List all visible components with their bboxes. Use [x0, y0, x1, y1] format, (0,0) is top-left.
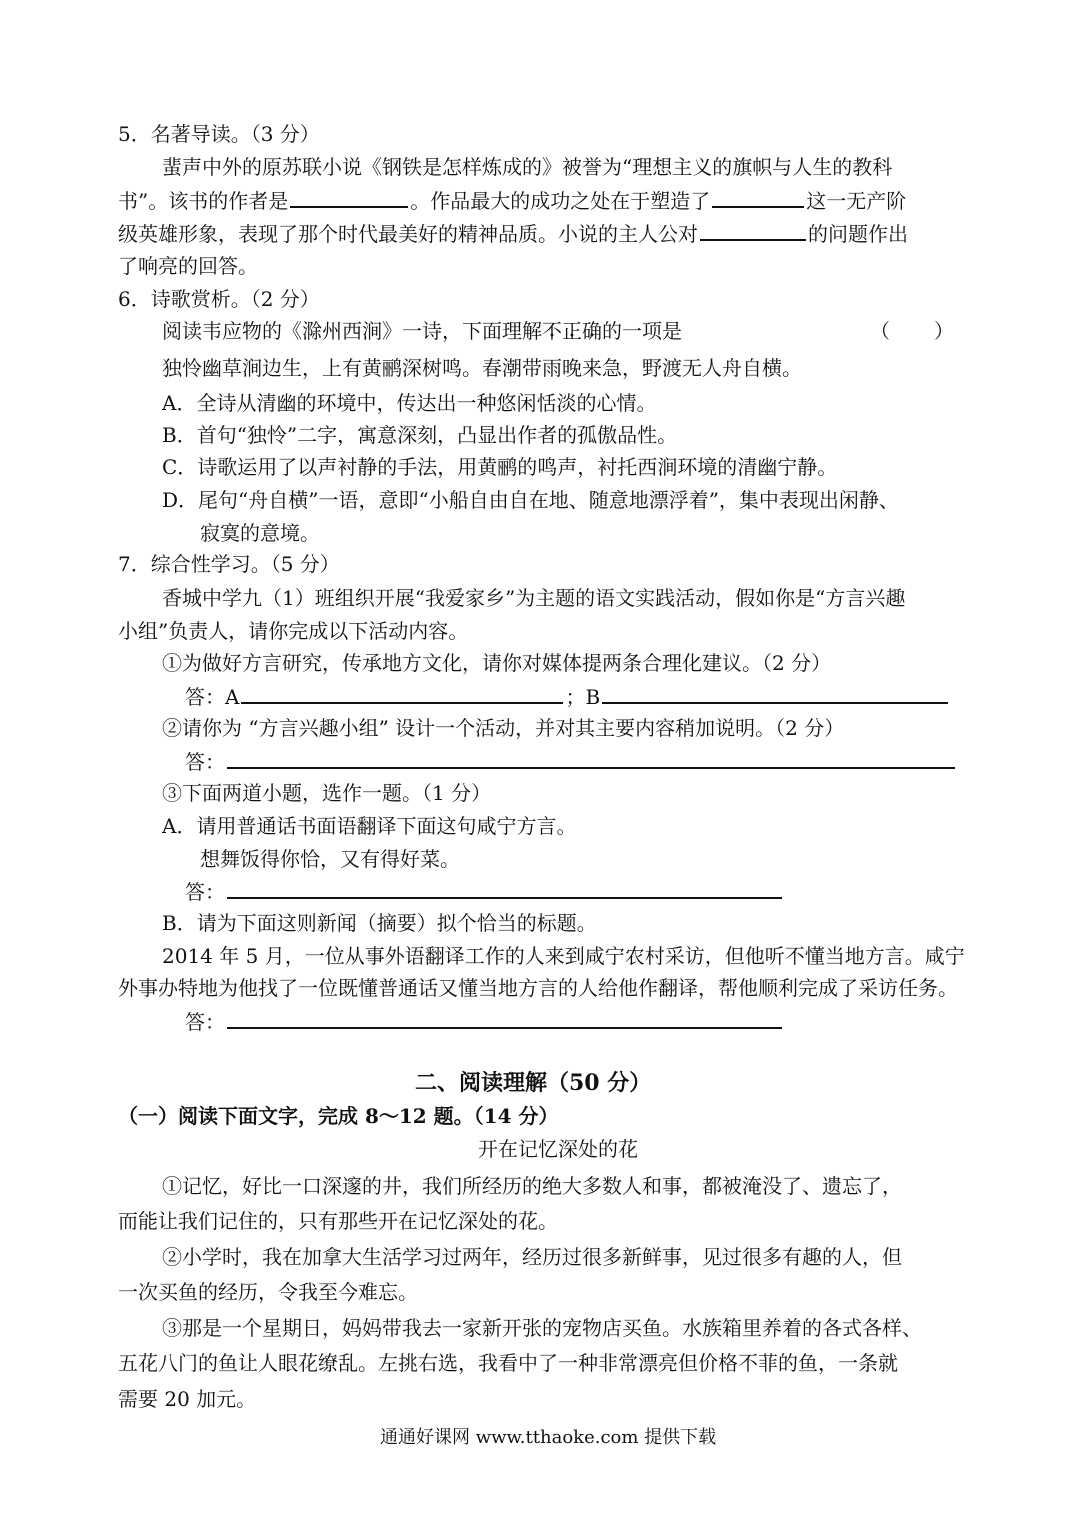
q6-option-b: B．首句“独怜”二字，寓意深刻，凸显出作者的孤傲品性。	[162, 423, 678, 447]
headline-answer-line[interactable]	[227, 1005, 782, 1029]
q6-option-c: C．诗歌运用了以声衬静的手法，用黄鹂的鸣声，衬托西涧环境的清幽宁静。	[162, 455, 838, 479]
q7-title: 7．综合性学习。（5 分）	[118, 552, 340, 576]
answer-label: 答：	[185, 750, 225, 774]
answer-a-label: 答：A	[185, 685, 240, 709]
q5-line-2-a: 书”。该书的作者是	[118, 189, 289, 213]
paren-open: （	[870, 319, 890, 343]
emphasis-char-1: 不 •	[542, 315, 562, 347]
question-blank[interactable]	[700, 217, 806, 241]
paragraph-2-line-2: 一次买鱼的经历，令我至今难忘。	[118, 1280, 418, 1304]
hero-blank[interactable]	[712, 184, 804, 208]
page-footer: 通通好课网 www.tthaoke.com 提供下载	[380, 1427, 717, 1448]
section-2-title: 二、阅读理解（50 分）	[415, 1070, 652, 1096]
section-2-subheading: （一）阅读下面文字，完成 8～12 题。（14 分）	[118, 1104, 559, 1128]
q7-sub-1: ①为做好方言研究，传承地方文化，请你对媒体提两条合理化建议。（2 分）	[162, 651, 832, 675]
q5-title: 5．名著导读。（3 分）	[118, 122, 320, 146]
author-blank[interactable]	[290, 184, 408, 208]
q7-answer-a	[185, 875, 784, 907]
q7-intro-1: 香城中学九（1）班组织开展“我爱家乡”为主题的语文实践活动，假如你是“方言兴趣	[162, 586, 906, 610]
q6-title: 6．诗歌赏析。（2 分）	[118, 287, 320, 311]
q5-line-2-c: 这一无产阶	[806, 189, 907, 213]
poem-text: 独怜幽草涧边生，上有黄鹂深树鸣。春潮带雨晚来急，野渡无人舟自横。	[162, 356, 802, 380]
q7-sub-3: ③下面两道小题，选作一题。（1 分）	[162, 781, 492, 805]
answer-b-line[interactable]	[602, 680, 948, 704]
q6-option-d-2: 寂寞的意境。	[200, 521, 320, 545]
q6-stem-b: 的一项是	[602, 319, 682, 343]
q7-answer-2	[185, 745, 957, 777]
q6-stem-a: 阅读韦应物的《滁州西涧》一诗，下面理解	[162, 319, 542, 343]
answer-b-label: ；B	[565, 685, 601, 709]
q5-line-1: 蜚声中外的原苏联小说《钢铁是怎样炼成的》被誉为“理想主义的旗帜与人生的教科	[162, 155, 893, 179]
activity-answer-line[interactable]	[227, 745, 955, 769]
q6-stem	[162, 315, 682, 347]
news-line-1: 2014 年 5 月，一位从事外语翻译工作的人来到咸宁农村采访，但他听不懂当地方言。咸宁	[162, 944, 965, 968]
emphasis-char-3: 确 •	[582, 315, 602, 347]
dialect-sentence: 想舞饭得你恰，又有得好菜。	[200, 847, 460, 871]
answer-a-line[interactable]	[241, 680, 563, 704]
q5-line-2	[118, 184, 906, 216]
answer-label: 答：	[185, 880, 225, 904]
q5-line-4: 了响亮的回答。	[118, 254, 258, 278]
paragraph-3-line-1: ③那是一个星期日，妈妈带我去一家新开张的宠物店买鱼。水族箱里养着的各式各样、	[162, 1316, 922, 1340]
q5-line-3	[118, 217, 908, 249]
answer-parentheses[interactable]	[870, 315, 954, 347]
q6-option-a: A．全诗从清幽的环境中，传达出一种悠闲恬淡的心情。	[162, 391, 657, 415]
q5-line-3-a: 级英雄形象，表现了那个时代最美好的精神品质。小说的主人公对	[118, 222, 698, 246]
q6-option-d-1: D．尾句“舟自横”一语，意即“小船自由自在地、随意地漂浮着”，集中表现出闲静、	[162, 488, 899, 512]
q5-line-2-b: 。作品最大的成功之处在于塑造了	[410, 189, 711, 213]
q7-option-b: B．请为下面这则新闻（摘要）拟个恰当的标题。	[162, 911, 597, 935]
emphasis-char-2: 正 •	[562, 315, 582, 347]
paragraph-2-line-1: ②小学时，我在加拿大生活学习过两年，经历过很多新鲜事，见过很多有趣的人，但	[162, 1245, 902, 1269]
q7-sub-2: ②请你为 “方言兴趣小组” 设计一个活动，并对其主要内容稍加说明。（2 分）	[162, 716, 845, 740]
news-line-2: 外事办特地为他找了一位既懂普通话又懂当地方言的人给他作翻译，帮他顺利完成了采访任务。	[118, 976, 958, 1000]
q7-intro-2: 小组”负责人，请你完成以下活动内容。	[118, 619, 469, 643]
translation-answer-line[interactable]	[227, 875, 782, 899]
essay-title: 开在记忆深处的花	[478, 1137, 638, 1161]
paragraph-3-line-2: 五花八门的鱼让人眼花缭乱。左挑右选，我看中了一种非常漂亮但价格不菲的鱼，一条就	[118, 1351, 898, 1375]
q7-answer-1	[185, 680, 950, 712]
paren-close: ）	[934, 319, 954, 343]
paragraph-3-line-3: 需要 20 加元。	[118, 1387, 257, 1411]
paragraph-1-line-2: 而能让我们记住的，只有那些开在记忆深处的花。	[118, 1209, 558, 1233]
q5-line-3-b: 的问题作出	[808, 222, 908, 246]
answer-label: 答：	[185, 1010, 225, 1034]
paragraph-1-line-1: ①记忆，好比一口深邃的井，我们所经历的绝大多数人和事，都被淹没了、遗忘了，	[162, 1174, 902, 1198]
q7-option-a: A．请用普通话书面语翻译下面这句咸宁方言。	[162, 814, 577, 838]
q7-answer-b	[185, 1005, 784, 1037]
